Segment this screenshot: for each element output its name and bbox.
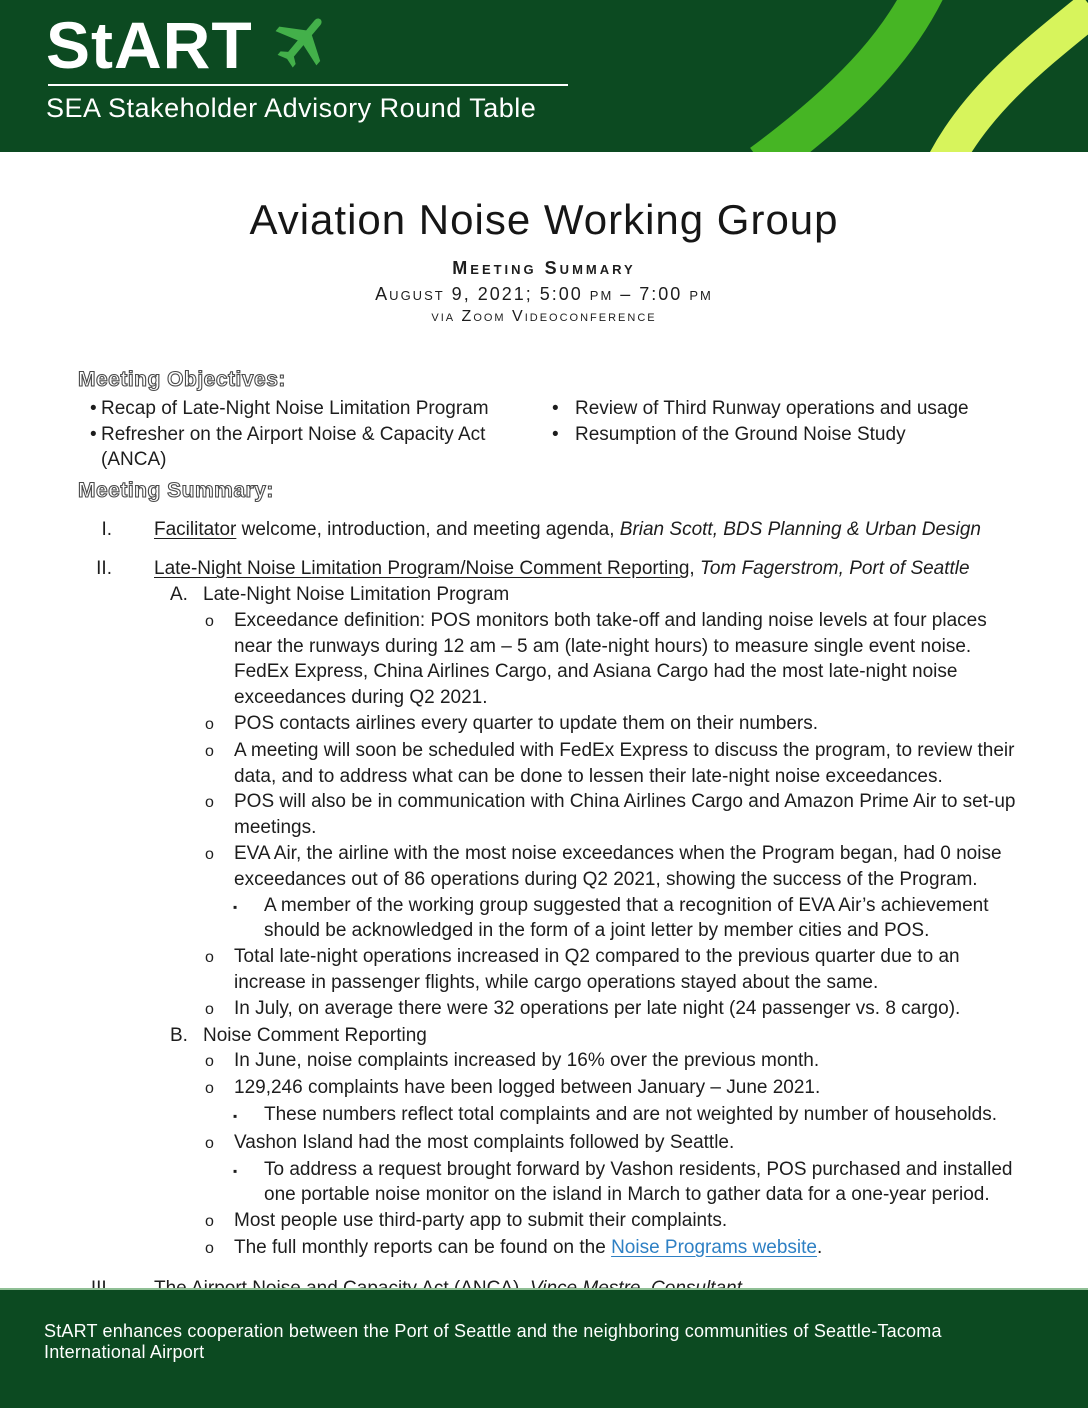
circle-bullet-icon: o xyxy=(205,794,214,812)
circle-bullet-icon: o xyxy=(205,1240,214,1258)
circle-bullet-icon: o xyxy=(205,949,214,967)
objective-text: Review of Third Runway operations and usage xyxy=(575,398,969,419)
bullet-text: Total late-night operations increased in Q2 compared to the previous quarter due to an increase in passenger flights, while cargo operations stayed about the same. xyxy=(234,946,960,994)
bullet-item xyxy=(78,944,1018,996)
sub-section-A-title: Late-Night Noise Limitation Program xyxy=(203,584,510,606)
circle-bullet-icon: o xyxy=(205,1053,214,1071)
bullet-item xyxy=(78,711,1018,738)
footer-text: StART enhances cooperation between the Port of Seattle and the neighboring communities of Seattle-Tacoma International Airport xyxy=(44,1321,942,1362)
bullet-item xyxy=(78,789,1018,841)
objective-item xyxy=(78,422,552,473)
objective-item xyxy=(78,396,552,422)
footer-bar xyxy=(0,1288,1088,1408)
sub-section-A xyxy=(78,582,1018,608)
objectives-section xyxy=(78,368,1018,473)
square-bullet-icon: ▪ xyxy=(233,1109,238,1124)
circle-bullet-icon: o xyxy=(205,1213,214,1231)
subtitle-meeting-summary: Meeting Summary xyxy=(452,258,636,278)
bullet-icon: • xyxy=(90,398,97,419)
sub-bullet-text: To address a request brought forward by Vashon residents, POS purchased and installed one portable noise monitor on the island in March to gather data for a one-year period. xyxy=(264,1158,1013,1206)
bullet-text xyxy=(234,1235,1018,1262)
title-block xyxy=(0,196,1088,326)
reports-text-post: . xyxy=(816,1237,823,1259)
bullet-item xyxy=(78,738,1018,790)
circle-bullet-icon: o xyxy=(205,846,214,864)
sub-section-B xyxy=(78,1023,1018,1049)
sub-bullet-text: These numbers reflect total complaints and are not weighted by number of households. xyxy=(264,1104,997,1126)
circle-bullet-icon: o xyxy=(205,1080,214,1098)
objective-text: Refresher on the Airport Noise & Capacity Act (ANCA) xyxy=(101,423,486,470)
bullet-text: EVA Air, the airline with the most noise exceedances when the Program began, had 0 noise exceedances out of 86 operations during Q2 2021, showing the success of the Program. xyxy=(234,843,1002,890)
objectives-left-column xyxy=(78,396,552,473)
item-2-speaker: Tom Fagerstrom, Port of Seattle xyxy=(699,558,970,580)
page-title: Aviation Noise Working Group xyxy=(249,196,839,243)
circle-bullet-icon: o xyxy=(205,742,214,760)
bullet-item xyxy=(78,1075,1018,1102)
bullet-text: POS contacts airlines every quarter to update them on their numbers. xyxy=(234,713,819,735)
bullet-icon: • xyxy=(552,423,559,445)
bullet-text: Exceedance definition: POS monitors both take-off and landing noise levels at four places near the runways during 12 am – 5 am (late-night hours) to measure single event noise. FedEx Express, China Airlines Cargo, and Asiana Cargo had the most late-night noise exceedances during Q2 2021. xyxy=(234,609,987,709)
agenda-item-1 xyxy=(78,517,1018,543)
noise-programs-link[interactable]: Noise Programs website xyxy=(611,1237,817,1259)
bullet-item xyxy=(78,996,1018,1023)
square-bullet-icon: ▪ xyxy=(233,899,238,914)
bullet-text: Most people use third-party app to submit their complaints. xyxy=(234,1210,728,1232)
bullet-icon: • xyxy=(90,423,97,445)
bullet-item xyxy=(78,841,1018,893)
subtitle-date-time: August 9, 2021; 5:00 pm – 7:00 pm xyxy=(375,284,713,304)
sub-section-B-label: B. xyxy=(170,1024,188,1046)
bullet-item xyxy=(78,1208,1018,1235)
subtitle-location: via Zoom Videoconference xyxy=(431,308,657,325)
logo-tagline: SEA Stakeholder Advisory Round Table xyxy=(46,93,537,123)
document-body xyxy=(78,368,1018,1302)
bullet-icon: • xyxy=(552,398,559,419)
bullet-text: In June, noise complaints increased by 16% over the previous month. xyxy=(234,1050,820,1072)
sub-section-A-label: A. xyxy=(170,584,188,606)
bullet-item xyxy=(78,1048,1018,1075)
objective-item xyxy=(552,396,1018,422)
sub-bullet-item xyxy=(78,1102,1018,1130)
agenda-item-2 xyxy=(78,556,1018,582)
bullet-text: A meeting will soon be scheduled with FedEx Express to discuss the program, to review their data, and to address what can be done to lessen their late-night noise exceedances. xyxy=(234,739,1015,787)
square-bullet-icon: ▪ xyxy=(233,1163,238,1178)
reports-text-pre: The full monthly reports can be found on the xyxy=(234,1237,612,1259)
objective-text: Recap of Late-Night Noise Limitation Program xyxy=(101,398,489,419)
agenda-item-1-text xyxy=(154,517,1018,543)
circle-bullet-icon: o xyxy=(205,1000,214,1018)
bullet-item xyxy=(78,1235,1018,1262)
objectives-heading: Meeting Objectives: xyxy=(78,368,286,391)
item-1-title: Facilitator xyxy=(154,518,237,540)
sub-bullet-item xyxy=(78,1157,1018,1209)
item-1-speaker: Brian Scott, BDS Planning & Urban Design xyxy=(619,518,981,540)
sub-bullet-item xyxy=(78,893,1018,945)
objective-text: Resumption of the Ground Noise Study xyxy=(575,423,906,445)
bullet-text: POS will also be in communication with China Airlines Cargo and Amazon Prime Air to set-up meetings. xyxy=(234,791,1016,839)
airplane-icon xyxy=(258,0,348,87)
bullet-item xyxy=(78,608,1018,711)
circle-bullet-icon: o xyxy=(205,1134,214,1152)
roman-numeral: I. xyxy=(101,518,112,540)
objectives-right-column xyxy=(552,396,1018,473)
objective-item xyxy=(552,422,1018,448)
bullet-text: In July, on average there were 32 operations per late night (24 passenger vs. 8 cargo). xyxy=(234,997,961,1019)
bullet-text: 129,246 complaints have been logged between January – June 2021. xyxy=(234,1077,821,1099)
roman-numeral: II. xyxy=(96,558,112,580)
item-2-title: Late-Night Noise Limitation Program/Noise Comment Reporting xyxy=(154,558,690,580)
start-logo xyxy=(46,8,568,124)
agenda-item-2-text xyxy=(154,556,1018,582)
bullet-item xyxy=(78,1130,1018,1157)
circle-bullet-icon: o xyxy=(205,716,214,734)
item-2-rest: , xyxy=(689,558,700,580)
logo-text: StART xyxy=(46,8,253,82)
header-banner xyxy=(0,0,1088,152)
sub-section-B-title: Noise Comment Reporting xyxy=(203,1024,427,1046)
summary-heading: Meeting Summary: xyxy=(78,478,274,502)
item-1-rest: welcome, introduction, and meeting agenda, xyxy=(236,518,620,540)
bullet-text: Vashon Island had the most complaints followed by Seattle. xyxy=(234,1131,735,1153)
sub-bullet-text: A member of the working group suggested that a recognition of EVA Air’s achievement should be acknowledged in the form of a joint letter by member cities and POS. xyxy=(264,894,989,942)
circle-bullet-icon: o xyxy=(205,612,214,630)
